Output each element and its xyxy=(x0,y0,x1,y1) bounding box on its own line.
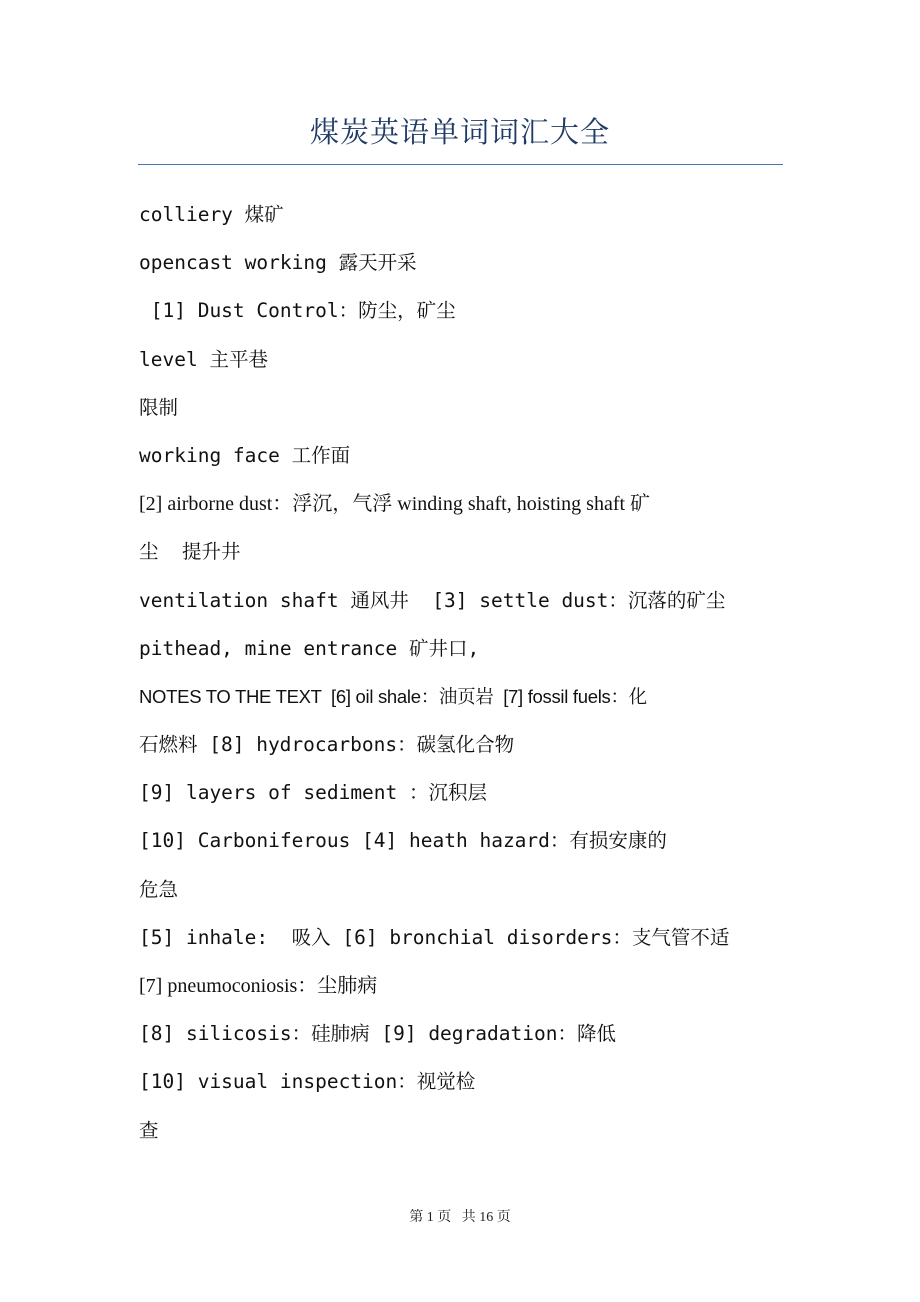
text-line: NOTES TO THE TEXT [6] oil shale：油页岩 [7] fossil fuels：化 xyxy=(139,685,647,707)
text-line: level 主平巷 xyxy=(139,347,268,371)
text-line: [10] visual inspection：视觉检 xyxy=(139,1070,476,1094)
text-line: [9] layers of sediment ：沉积层 xyxy=(139,781,488,805)
text-line: pithead, mine entrance 矿井口, xyxy=(139,636,480,660)
text-line: ventilation shaft 通风井 [3] settle dust：沉落的矿尘 xyxy=(139,588,726,612)
page-total: 共 16 页 xyxy=(461,1210,511,1225)
text-line: [1] Dust Control：防尘，矿尘 xyxy=(139,299,456,323)
document-body xyxy=(139,191,789,1155)
text-line: 查 xyxy=(139,1118,159,1142)
document-title: 煤炭英语单词词汇大全 xyxy=(309,115,610,149)
page-number: 第 1 页 xyxy=(409,1210,452,1225)
text-line: 限制 xyxy=(139,395,179,419)
text-line: 石燃料 [8] hydrocarbons：碳氢化合物 xyxy=(139,733,515,757)
text-line: 尘 提升井 xyxy=(139,540,241,564)
text-line: [10] Carboniferous [4] heath hazard：有损安康的 xyxy=(139,829,667,853)
text-line: colliery 煤矿 xyxy=(139,203,284,226)
text-line: [2] airborne dust：浮沉，气浮 winding shaft, hoisting shaft 矿 xyxy=(139,493,651,516)
text-line: [8] silicosis：硅肺病 [9] degradation：降低 xyxy=(139,1022,616,1046)
text-line: opencast working 露天开采 xyxy=(139,251,417,275)
text-line: [5] inhale: 吸入 [6] bronchial disorders：支气管不适 xyxy=(139,925,730,949)
page-footer xyxy=(0,1206,920,1226)
text-line: [7] pneumoconiosis：尘肺病 xyxy=(139,975,378,997)
text-line: 危急 xyxy=(139,877,179,901)
title-divider xyxy=(138,164,783,165)
text-line: working face 工作面 xyxy=(139,443,351,467)
